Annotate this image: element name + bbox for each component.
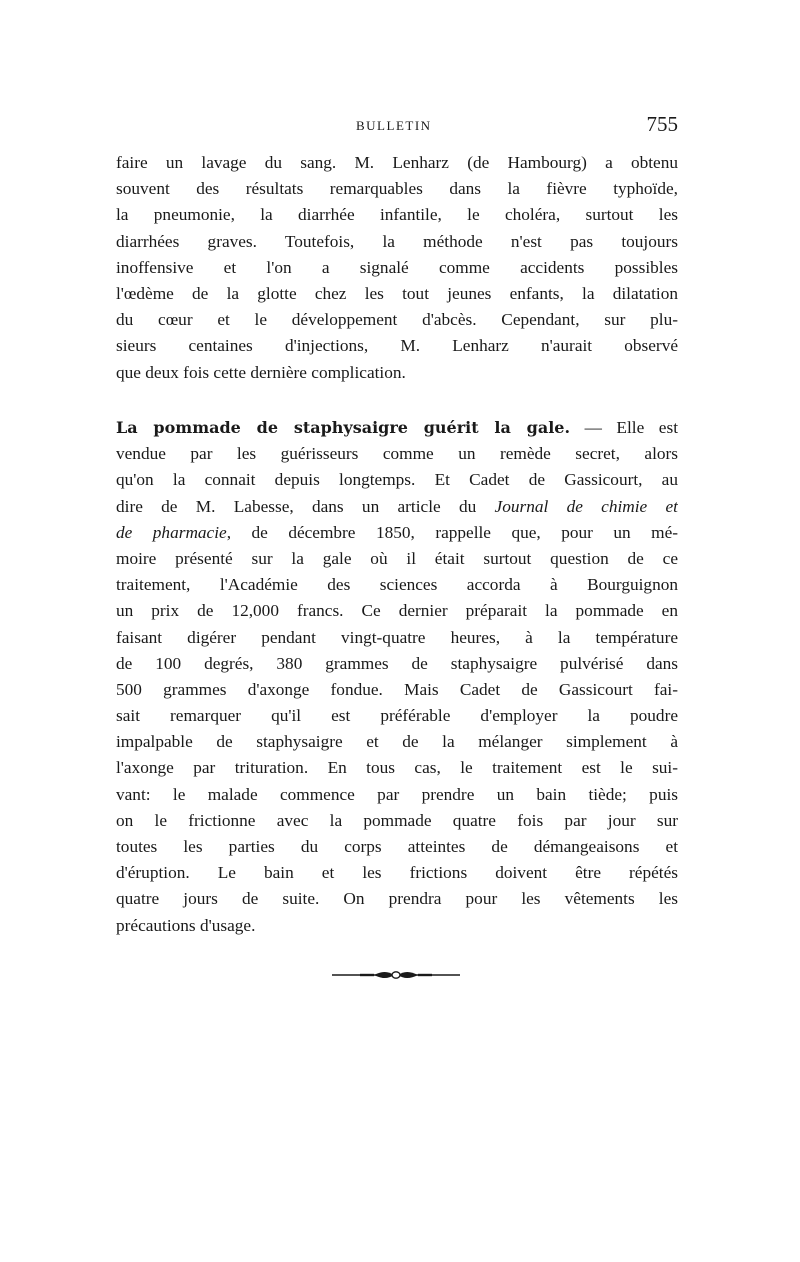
- heading-continuation: — Elle est: [570, 418, 678, 437]
- text-fragment: dire de M. Labesse, dans un article du: [116, 496, 495, 516]
- text-line: que deux fois cette dernière complication.: [116, 362, 406, 382]
- text-line: l'œdème de la glotte chez les tout jeunes enfants, la dilatation: [116, 283, 678, 303]
- text-line: précautions d'usage.: [116, 915, 256, 935]
- text-line: sieurs centaines d'injections, M. Lenharz n'aurait observé: [116, 336, 678, 356]
- text-line: 500 grammes d'axonge fondue. Mais Cadet de Gassicourt fai-: [116, 679, 678, 699]
- text-line: un prix de 12,000 francs. Ce dernier préparait la pommade en: [116, 601, 678, 621]
- text-line: faisant digérer pendant vingt-quatre heures, à la température: [116, 627, 678, 647]
- text-line: traitement, l'Académie des sciences accorda à Bourguignon: [116, 575, 678, 595]
- text-line: la pneumonie, la diarrhée infantile, le choléra, surtout les: [116, 205, 678, 225]
- text-line-with-journal-title: [116, 520, 678, 546]
- text-line: inoffensive et l'on a signalé comme accidents possibles: [116, 257, 678, 277]
- text-line: sait remarquer qu'il est préférable d'employer la poudre: [116, 706, 678, 726]
- text-line: impalpable de staphysaigre et de la mélanger simplement à: [116, 732, 678, 752]
- article-first-line: [116, 415, 678, 441]
- paragraph-continuation: [116, 150, 678, 386]
- text-line: moire présenté sur la gale où il était surtout question de ce: [116, 548, 678, 568]
- text-line: qu'on la connait depuis longtemps. Et Cadet de Gassicourt, au: [116, 470, 678, 490]
- text-line: toutes les parties du corps atteintes de démangeaisons et: [116, 837, 678, 856]
- text-line: d'éruption. Le bain et les frictions doivent être répétés: [116, 863, 678, 883]
- text-line: l'axonge par trituration. En tous cas, le traitement est le sui-: [116, 758, 678, 778]
- article-heading: La pommade de staphysaigre guérit la gale.: [116, 418, 571, 437]
- journal-title-part: Journal de chimie et: [494, 496, 678, 516]
- running-title: BULLETIN: [356, 118, 432, 133]
- article-staphysaigre: [116, 415, 678, 939]
- running-head: [116, 112, 678, 142]
- text-line: quatre jours de suite. On prendra pour les vêtements les: [116, 889, 678, 909]
- text-line: diarrhées graves. Toutefois, la méthode n'est pas toujours: [116, 231, 678, 251]
- text-line: faire un lavage du sang. M. Lenharz (de Hambourg) a obtenu: [116, 153, 678, 172]
- text-line: de 100 degrés, 380 grammes de staphysaigre pulvérisé dans: [116, 653, 678, 673]
- text-line-with-journal-title: [116, 494, 678, 520]
- page-number: 755: [646, 112, 678, 136]
- text-fragment: , de décembre 1850, rappelle que, pour un mé-: [226, 522, 678, 542]
- text-line: on le frictionne avec la pommade quatre fois par jour sur: [116, 810, 678, 830]
- text-line: vant: le malade commence par prendre un bain tiède; puis: [116, 784, 678, 804]
- journal-title-part: de pharmacie: [116, 522, 227, 542]
- decorative-rule-ornament-icon: [330, 966, 462, 984]
- text-line: souvent des résultats remarquables dans la fièvre typhoïde,: [116, 179, 678, 199]
- text-line: vendue par les guérisseurs comme un remède secret, alors: [116, 444, 678, 464]
- text-line: du cœur et le développement d'abcès. Cependant, sur plu-: [116, 310, 678, 330]
